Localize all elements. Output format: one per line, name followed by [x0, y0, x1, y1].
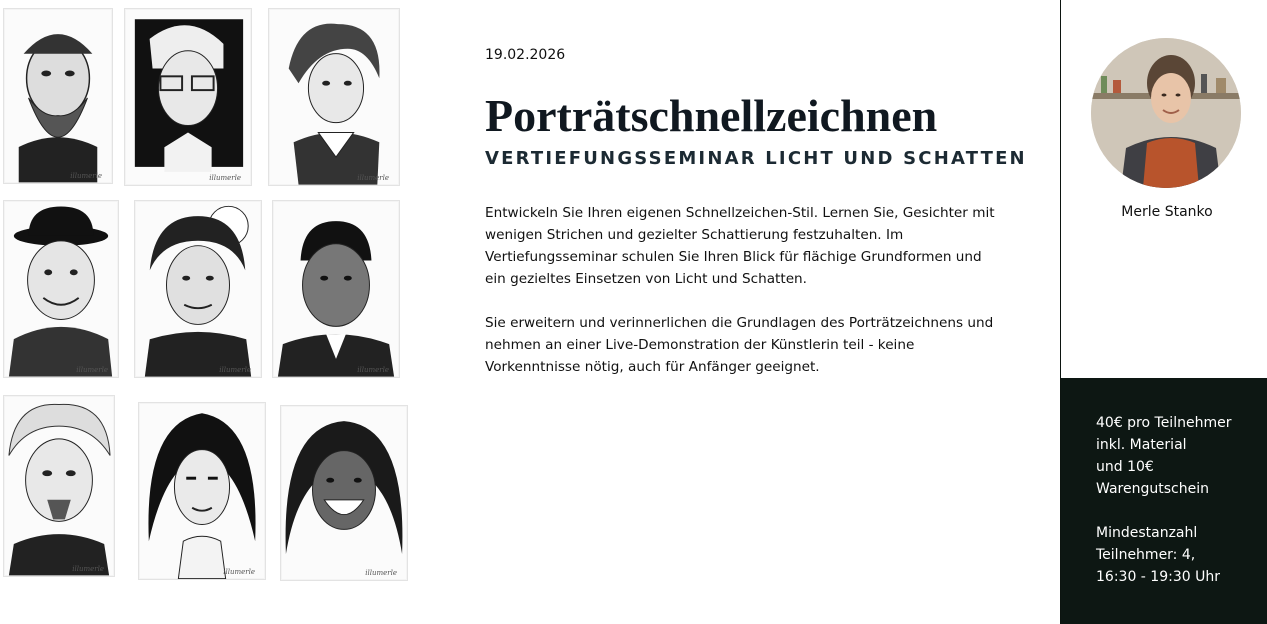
sketch-drawing [269, 9, 399, 185]
sketch-gallery [0, 0, 425, 624]
sketch-drawing [135, 201, 261, 377]
sketch-portrait-singer-flower [134, 200, 262, 378]
sketch-portrait-bowler-hat-man [3, 200, 119, 378]
event-title: Porträtschnellzeichnen [485, 90, 938, 141]
sketch-drawing [139, 403, 265, 579]
instructor-name: Merle Stanko [1121, 204, 1213, 220]
info-line: Teilnehmer: 4, [1096, 547, 1196, 563]
sketch-portrait-suit-man [272, 200, 400, 378]
sketch-drawing [4, 9, 112, 183]
price-line: und 10€ [1096, 459, 1154, 475]
sketch-drawing [273, 201, 399, 377]
sketch-drawing [4, 201, 118, 377]
sketch-drawing [4, 396, 114, 576]
sketch-portrait-scientist [3, 395, 115, 577]
sketch-drawing [281, 406, 407, 580]
signature: illumerle [219, 366, 251, 374]
price-line: Warengutschein [1096, 481, 1209, 497]
signature: illumerle [70, 172, 102, 180]
info-line: 16:30 - 19:30 Uhr [1096, 569, 1220, 585]
sketch-portrait-glasses-man [124, 8, 252, 186]
info-line: Mindestanzahl [1096, 525, 1198, 541]
signature: illumerle [357, 174, 389, 182]
event-details-panel [1061, 378, 1267, 624]
signature: illumerle [357, 366, 389, 374]
price-line: 40€ pro Teilnehmer [1096, 415, 1232, 431]
sketch-drawing [125, 9, 251, 185]
avatar [1091, 38, 1241, 188]
event-description-paragraph: Sie erweitern und verinnerlichen die Grundlagen des Porträtzeichnens und nehmen an einer Live-Demonstration der Künstlerin teil - keine Vorkenntnisse nötig, auch für Anfänger geeignet. [485, 315, 994, 375]
event-details-text [1096, 412, 1231, 588]
instructor-profile [1061, 0, 1267, 378]
sketch-portrait-woman-hair [138, 402, 266, 580]
signature: illumerle [209, 174, 241, 182]
price-line: inkl. Material [1096, 437, 1187, 453]
event-description-paragraph: Entwickeln Sie Ihren eigenen Schnellzeichen-Stil. Lernen Sie, Gesichter mit wenigen Strichen und gezielter Schattierung festzuhalten. Im Vertiefungsseminar schulen Sie Ihren Blick für flächige Grundformen und ein gezieltes Einsetzen von Licht und Schatten. [485, 205, 995, 287]
sketch-portrait-bearded-man [3, 8, 113, 184]
spacer [1096, 500, 1231, 522]
signature: illumerle [223, 568, 255, 576]
event-date: 19.02.2026 [485, 47, 566, 63]
event-subtitle: VERTIEFUNGSSEMINAR LICHT UND SCHATTEN [485, 148, 1027, 169]
signature: illumerle [76, 366, 108, 374]
signature: illumerle [72, 565, 104, 573]
sketch-portrait-composer [268, 8, 400, 186]
signature: illumerle [365, 569, 397, 577]
sketch-portrait-dreadlocks-man [280, 405, 408, 581]
avatar-photo [1091, 38, 1241, 188]
